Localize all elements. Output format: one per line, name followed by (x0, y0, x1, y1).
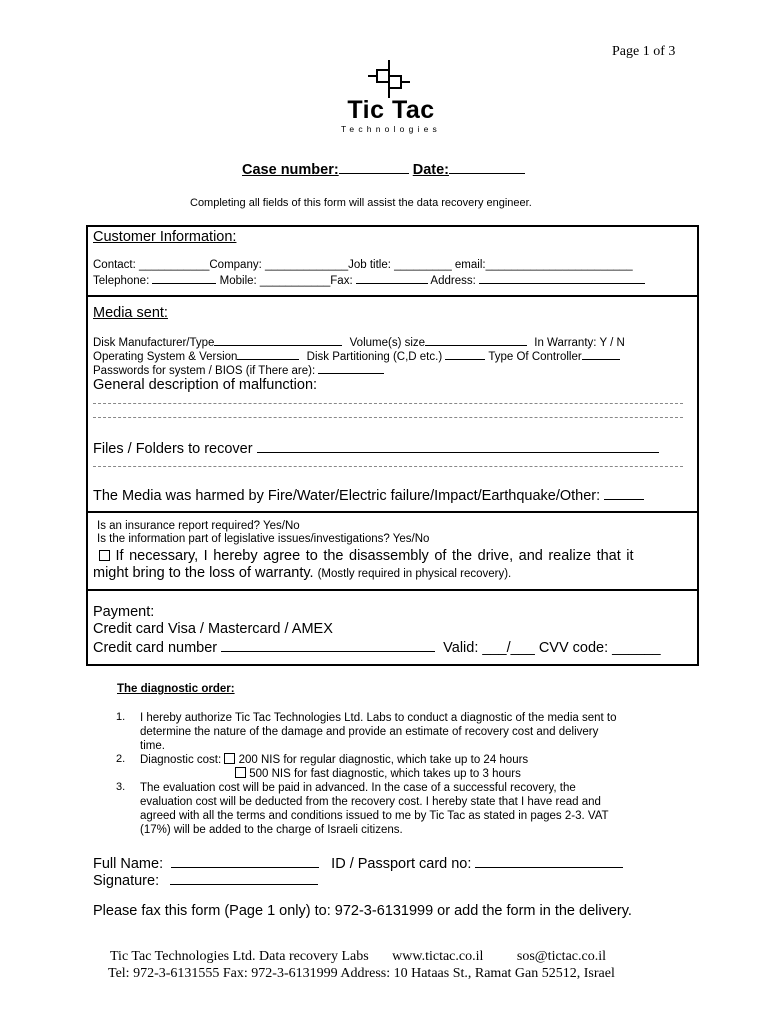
malfunction-line-2[interactable] (93, 417, 683, 418)
harmed-field[interactable] (604, 486, 644, 500)
item-3-line-1: The evaluation cost will be paid in advanced. In the case of a successful recovery, the (140, 782, 576, 794)
card-number-label: Credit card number (93, 640, 222, 656)
fast-diagnostic-option: 500 NIS for fast diagnostic, which takes up to 3 hours (249, 768, 521, 780)
volume-field[interactable] (425, 335, 527, 346)
item-3-line-4: (17%) will be added to the charge of Israeli citizens. (140, 824, 403, 836)
agree-line-1 (99, 548, 634, 564)
partition-label: Disk Partitioning (C,D etc.) (306, 351, 443, 363)
passwords-field[interactable] (318, 363, 384, 374)
case-number-label: Case number: (242, 162, 339, 178)
partition-field[interactable] (445, 349, 485, 360)
media-line-2 (93, 349, 620, 363)
footer-company: Tic Tac Technologies Ltd. Data recovery Labs (110, 949, 369, 964)
company-logo (336, 58, 446, 136)
agree-line-2 (93, 565, 511, 581)
logo-name: Tic Tac (347, 96, 435, 124)
footer-email[interactable]: sos@tictac.co.il (516, 949, 606, 964)
item-2-line-2 (235, 767, 521, 781)
payment-heading: Payment: (93, 604, 155, 620)
case-number-field[interactable] (339, 163, 409, 174)
intro-text: Completing all fields of this form will assist the data recovery engineer. (190, 197, 532, 209)
agree-note: (Mostly required in physical recovery). (317, 568, 512, 580)
item-1-line-1: I hereby authorize Tic Tac Technologies Ltd. Labs to conduct a diagnostic of the media sent to (140, 712, 617, 724)
controller-field[interactable] (582, 349, 620, 360)
full-name-label: Full Name: (93, 856, 168, 872)
address-label: Address: (427, 275, 479, 287)
payment-section (86, 589, 699, 666)
item-3-number: 3. (116, 781, 126, 793)
agree-checkbox[interactable] (99, 550, 110, 561)
fast-diagnostic-checkbox[interactable] (235, 767, 246, 778)
telephone-label: Telephone: (93, 275, 153, 287)
files-label: Files / Folders to recover (93, 441, 257, 457)
legal-section (86, 511, 699, 589)
signature-label: Signature: (93, 873, 164, 889)
files-line-2[interactable] (93, 466, 683, 467)
case-date-line (242, 162, 525, 178)
valid-cvv-label[interactable]: Valid: ___/___ CVV code: ______ (443, 640, 661, 656)
card-number-line (93, 638, 661, 656)
regular-diagnostic-option: 200 NIS for regular diagnostic, which take up to 24 hours (238, 754, 529, 766)
item-1-line-2: determine the nature of the damage and provide an estimate of recovery cost and delivery (140, 726, 599, 738)
logo-subtitle: Technologies (340, 124, 442, 134)
diagnostic-cost-label: Diagnostic cost: (140, 754, 222, 766)
item-1-line-3: time. (140, 740, 165, 752)
os-label: Operating System & Version (93, 351, 238, 363)
footer-website[interactable]: www.tictac.co.il (392, 949, 484, 964)
harmed-label: The Media was harmed by Fire/Water/Electric failure/Impact/Earthquake/Other: (93, 488, 605, 504)
card-number-field[interactable] (221, 638, 435, 652)
item-3-line-2: evaluation cost will be deducted from the recovery cost. I hereby state that I have read and (140, 796, 601, 808)
disk-type-field[interactable] (214, 335, 342, 346)
item-3-line-3: agreed with all the terms and conditions issued to me by Tic Tac as stated in pages 2-3. VAT (140, 810, 609, 822)
agree-text-2: might bring to the loss of warranty. (93, 565, 314, 581)
controller-label: Type Of Controller (488, 351, 582, 363)
files-field[interactable] (257, 439, 659, 453)
full-name-field[interactable] (171, 854, 319, 868)
telephone-field[interactable] (152, 273, 216, 284)
signature-field[interactable] (170, 871, 318, 885)
address-field[interactable] (479, 273, 645, 284)
volume-label: Volume(s) size (349, 337, 426, 349)
fax-note: Please fax this form (Page 1 only) to: 972-3-6131999 or add the form in the delivery. (93, 903, 632, 919)
insurance-question[interactable]: Is an insurance report required? Yes/No (97, 520, 300, 532)
customer-line-1[interactable]: Contact: ___________Company: _____________Job title: _________ email:_______________________ (93, 259, 633, 271)
logo-mark-icon (368, 60, 410, 98)
harmed-line (93, 486, 644, 504)
legislative-question[interactable]: Is the information part of legislative issues/investigations? Yes/No (97, 533, 430, 545)
media-heading: Media sent: (93, 305, 168, 321)
diagnostic-title: The diagnostic order: (117, 683, 235, 695)
files-line (93, 439, 659, 457)
date-field[interactable] (449, 163, 525, 174)
warranty-label[interactable]: In Warranty: Y / N (534, 337, 625, 349)
item-1-number: 1. (116, 711, 126, 723)
disk-type-label: Disk Manufacturer/Type (93, 337, 215, 349)
fax-field[interactable] (356, 273, 428, 284)
media-line-1 (93, 335, 625, 349)
media-line-3 (93, 363, 384, 377)
full-name-line (93, 854, 623, 872)
date-label: Date: (412, 162, 449, 178)
agree-text-1: If necessary, I hereby agree to the disassembly of the drive, and realize that it (115, 548, 634, 564)
regular-diagnostic-checkbox[interactable] (224, 753, 235, 764)
signature-line (93, 871, 318, 889)
item-2-line-1 (140, 753, 528, 767)
customer-heading: Customer Information: (93, 229, 237, 245)
payment-cards[interactable]: Credit card Visa / Mastercard / AMEX (93, 621, 333, 637)
id-label: ID / Passport card no: (331, 856, 476, 872)
os-field[interactable] (237, 349, 299, 360)
page-number: Page 1 of 3 (612, 44, 676, 59)
customer-line-2 (93, 273, 645, 287)
footer-line-2: Tel: 972-3-6131555 Fax: 972-3-6131999 Address: 10 Hataas St., Ramat Gan 52512, Israel (108, 966, 615, 981)
malfunction-line-1[interactable] (93, 403, 683, 404)
customer-section (86, 225, 699, 295)
item-2-number: 2. (116, 753, 126, 765)
id-field[interactable] (475, 854, 623, 868)
malfunction-heading: General description of malfunction: (93, 377, 318, 393)
footer-line-1 (110, 949, 606, 965)
mobile-fax-labels: Mobile: ___________Fax: (216, 275, 356, 287)
passwords-label: Passwords for system / BIOS (if There are): (93, 365, 319, 377)
